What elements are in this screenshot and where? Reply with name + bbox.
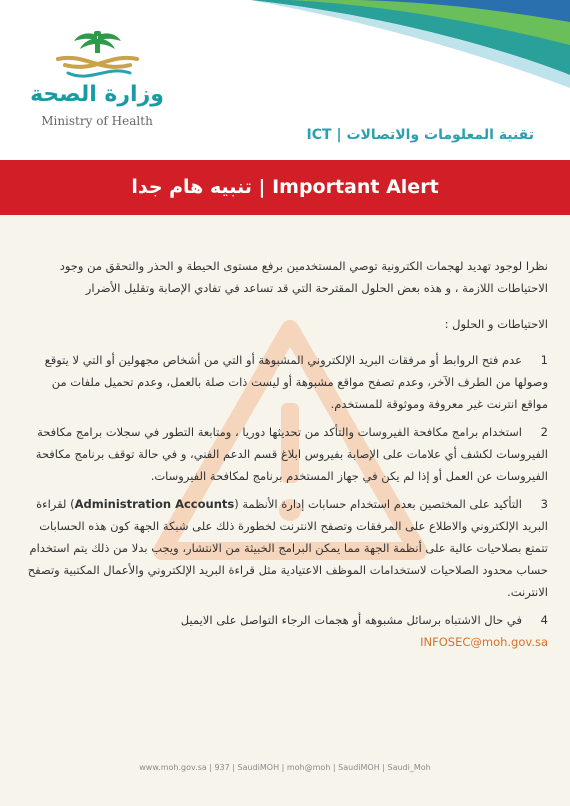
list-item [22,421,548,487]
list-item [22,493,548,603]
section-title: الاحتياطات و الحلول : [444,317,548,331]
palm-and-swords-icon [30,25,165,85]
content-area [0,215,570,806]
item-text: ) لقراءة البريد الإلكتروني والاطلاع على المرفقات وتصفح الانترنت لخطورة ذلك على شبكة الجهة كون هذه الحسابات تتمتع بصلاحيات عالية على أنظمة الجهة مما يمكن البرامج الخبيثة من الانتشار، ويجب بدلا من ذلك يتم استخدام حساب محدود الصلاحيات لاستخدامات الموظف الاعتيادية مثل قراءة البريد الإلكتروني والأعمال المكتبية وتصفح الانترنت. [27,497,548,599]
item-number: 3 [540,497,548,511]
item-text-bold: Administration Accounts [74,497,235,511]
item-text: التأكيد على المختصين بعدم استخدام حسابات إدارة الأنظمة ( [234,497,522,511]
list-item [22,349,548,415]
logo-english-text: Ministry of Health [41,114,153,128]
list-item [22,609,548,653]
item-number: 1 [540,353,548,367]
alert-banner [0,160,570,215]
item-text: عدم فتح الروابط أو مرفقات البريد الإلكتروني المشبوهة أو التي من أشخاص مجهولين أو التي لا يتوقع وصولها من الطرف الآخر، وعدم تصفح مواقع مشبوهة أو ليست ذات صلة بالعمل، وعدم تحميل ملفات من مواقع انترنت غير معروفة وموثوقة للمستخدم. [44,353,548,411]
footer-contacts: www.moh.gov.sa | 937 | SaudiMOH | moh@moh | SaudiMOH | Saudi_Moh [139,763,431,772]
item-number: 2 [540,425,548,439]
security-email-link[interactable]: INFOSEC@moh.gov.sa [420,635,548,649]
letterhead [0,0,570,160]
item-text: استخدام برامج مكافحة الفيروسات والتأكد من تحديثها دوريا ، ومتابعة التطور في سجلات برامج مكافحة الفيروسات لكشف أي علامات على الإصابة بفيروس ابلاغ قسم الدعم الفني، و في حالة توقف برنامج مكافحة الفيروسات عن العمل أو إذا لم يكن في جهاز المستخدم برنامج لمكافحة الفيروسات. [35,425,548,483]
item-text: في حال الاشتباه برسائل مشبوهه أو هجمات الرجاء التواصل على الايميل [180,613,522,627]
logo-arabic-text: وزارة الصحة [30,82,164,107]
intro-paragraph: نظرا لوجود تهديد لهجمات الكترونية توصي المستخدمين برفع مستوى الحيطة و الحذر والتحقق من وجود الاحتياطات اللازمة ، و هذه بعض الحلول المقترحة التي قد تساعد في تفادي الإصابة وتقليل الأضرار [59,259,548,295]
alert-title: تنبيه هام جدا | Important Alert [131,176,439,198]
department-title: تقنية المعلومات والاتصالات | ICT [306,127,534,143]
item-number: 4 [540,613,548,627]
alert-body [22,255,548,659]
